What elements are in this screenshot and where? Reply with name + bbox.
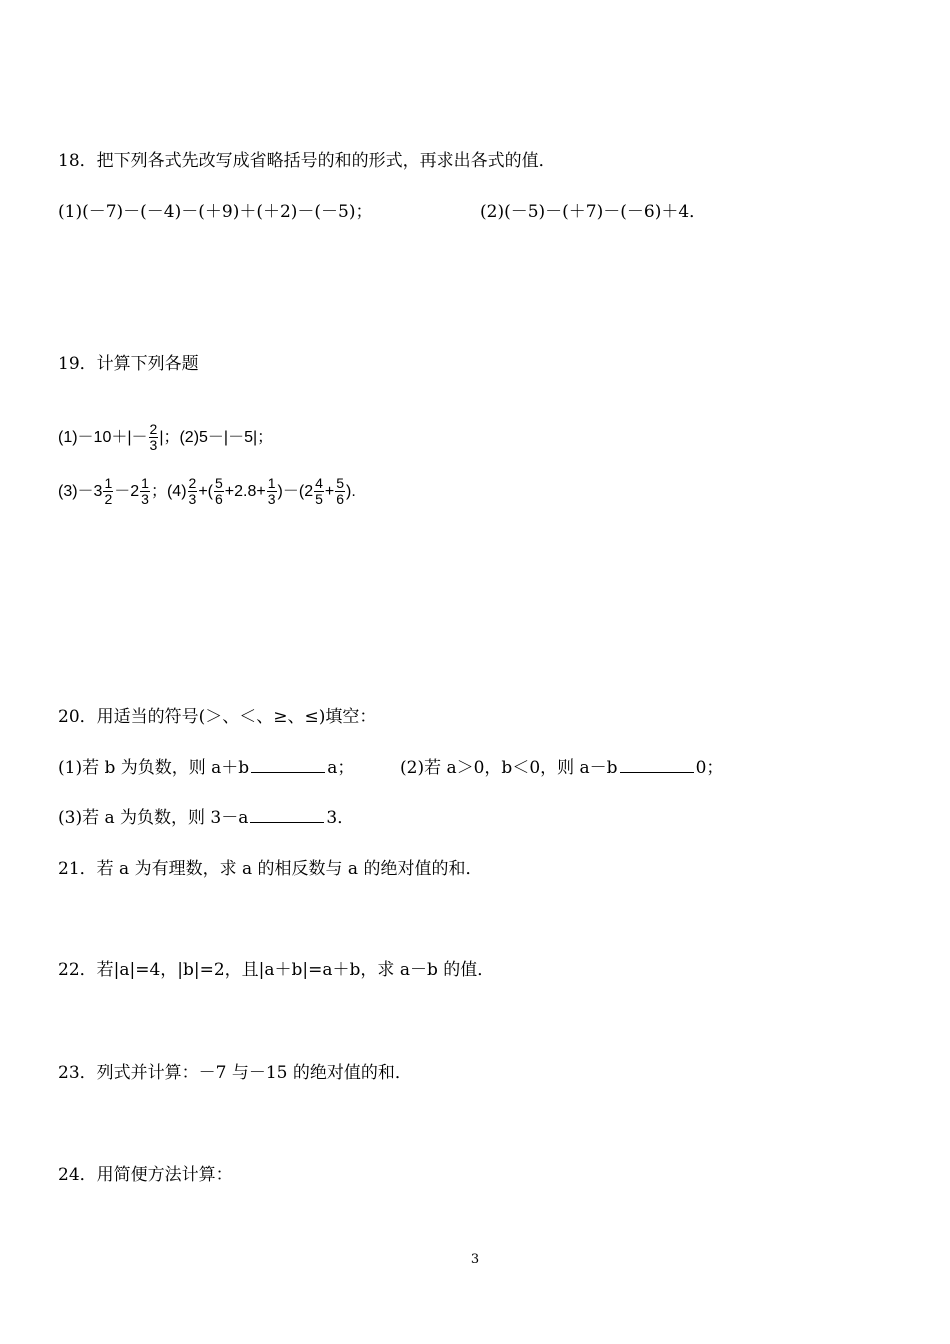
fraction: $\frac{1}{3}$ — [267, 475, 276, 508]
question-20-part-1 — [58, 757, 354, 779]
question-20-part-3 — [58, 807, 354, 829]
q19-text: |；(2)5－|－5|； — [159, 429, 274, 446]
question-18-title: 18．把下列各式先改写成省略括号的和的形式，再求出各式的值． — [58, 151, 556, 171]
question-18-part-1: (1)(－7)－(－4)－(＋9)＋(＋2)－(－5)； — [58, 202, 373, 222]
fraction: $\frac{1}{3}$ — [141, 475, 149, 508]
question-20-part-2 — [400, 757, 723, 779]
page-number: 3 — [470, 1252, 480, 1267]
question-19-line-2 — [58, 474, 356, 510]
fraction: $\frac{1}{2}$ — [104, 475, 113, 508]
answer-blank — [250, 808, 324, 823]
fraction: $\frac{5}{6}$ — [215, 475, 223, 508]
q20-text: 3． — [326, 808, 355, 828]
question-19-line-1 — [58, 420, 273, 456]
fraction: $\frac{2}{3}$ — [188, 475, 197, 508]
q20-text: 0； — [695, 758, 724, 778]
q19-text: (1)－10＋|－ — [58, 429, 148, 446]
q19-text: (3)－3 — [58, 483, 103, 500]
question-21: 21．若 a 为有理数，求 a 的相反数与 a 的绝对值的和． — [58, 859, 483, 879]
answer-blank — [620, 758, 694, 773]
question-19-title: 19．计算下列各题 — [58, 354, 199, 374]
q19-text: ). — [346, 483, 356, 500]
question-24: 24．用简便方法计算： — [58, 1165, 233, 1185]
fraction: $\frac{4}{5}$ — [315, 475, 323, 508]
fraction: $\frac{2}{3}$ — [149, 421, 158, 454]
q19-text: )－(2 — [277, 483, 314, 500]
q19-text: －2 — [114, 483, 140, 500]
q20-text: (1)若 b 为负数，则 a＋b — [58, 758, 250, 778]
q20-text: a； — [327, 758, 355, 778]
question-18-part-2: (2)(－5)－(＋7)－(－6)＋4． — [480, 202, 707, 222]
question-22: 22．若|a|=4，|b|=2，且|a＋b|=a＋b，求 a－b 的值． — [58, 960, 495, 980]
question-20-title: 20．用适当的符号(＞、＜、≥、≤)填空： — [58, 707, 377, 727]
q19-text: +2.8+ — [224, 483, 266, 500]
q19-text: ；(4) — [150, 483, 187, 500]
answer-blank — [251, 758, 325, 773]
q19-text: + — [324, 483, 335, 500]
q20-text: (2)若 a＞0，b＜0，则 a－b — [400, 758, 618, 778]
q20-text: (3)若 a 为负数，则 3－a — [58, 808, 249, 828]
fraction: $\frac{5}{6}$ — [336, 475, 345, 508]
question-23: 23．列式并计算：－7 与－15 的绝对值的和． — [58, 1063, 412, 1083]
q19-text: +( — [198, 483, 213, 500]
